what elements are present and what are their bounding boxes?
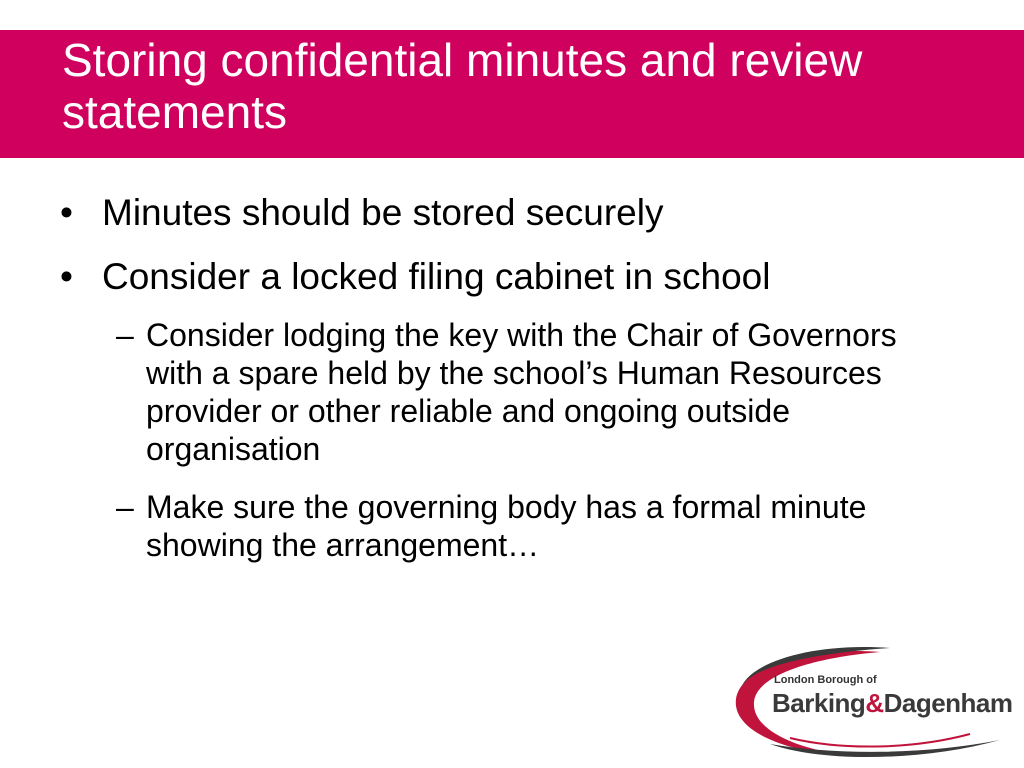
logo-ampersand: & [865,688,884,718]
bullet-item [58,188,958,238]
sub-bullet-marker: – [116,317,134,353]
sub-bullet-text: Consider lodging the key with the Chair of Governors with a spare held by the school’s Human Resources provider or other reliable and ongoing outside organisation [146,317,897,467]
sub-bullet-text: Make sure the governing body has a formal minute showing the arrangement… [146,489,867,563]
bullet-marker: • [60,192,73,233]
logo-small-text: London Borough of [774,674,877,686]
logo-name [772,688,1013,719]
logo-name-part2: Dagenham [883,688,1013,718]
bullet-text: Minutes should be stored securely [102,192,664,233]
sub-bullet-item [116,488,946,564]
sub-bullet-marker: – [116,489,134,525]
logo-name-part1: Barking [772,688,866,718]
slide-title: Storing confidential minutes and review statements [62,34,863,138]
barking-dagenham-logo [730,644,1020,762]
bullet-marker: • [60,256,73,297]
slide-content [58,188,958,584]
bullet-item [58,252,958,302]
bullet-text: Consider a locked filing cabinet in school [102,256,771,297]
sub-bullet-item [116,316,946,468]
